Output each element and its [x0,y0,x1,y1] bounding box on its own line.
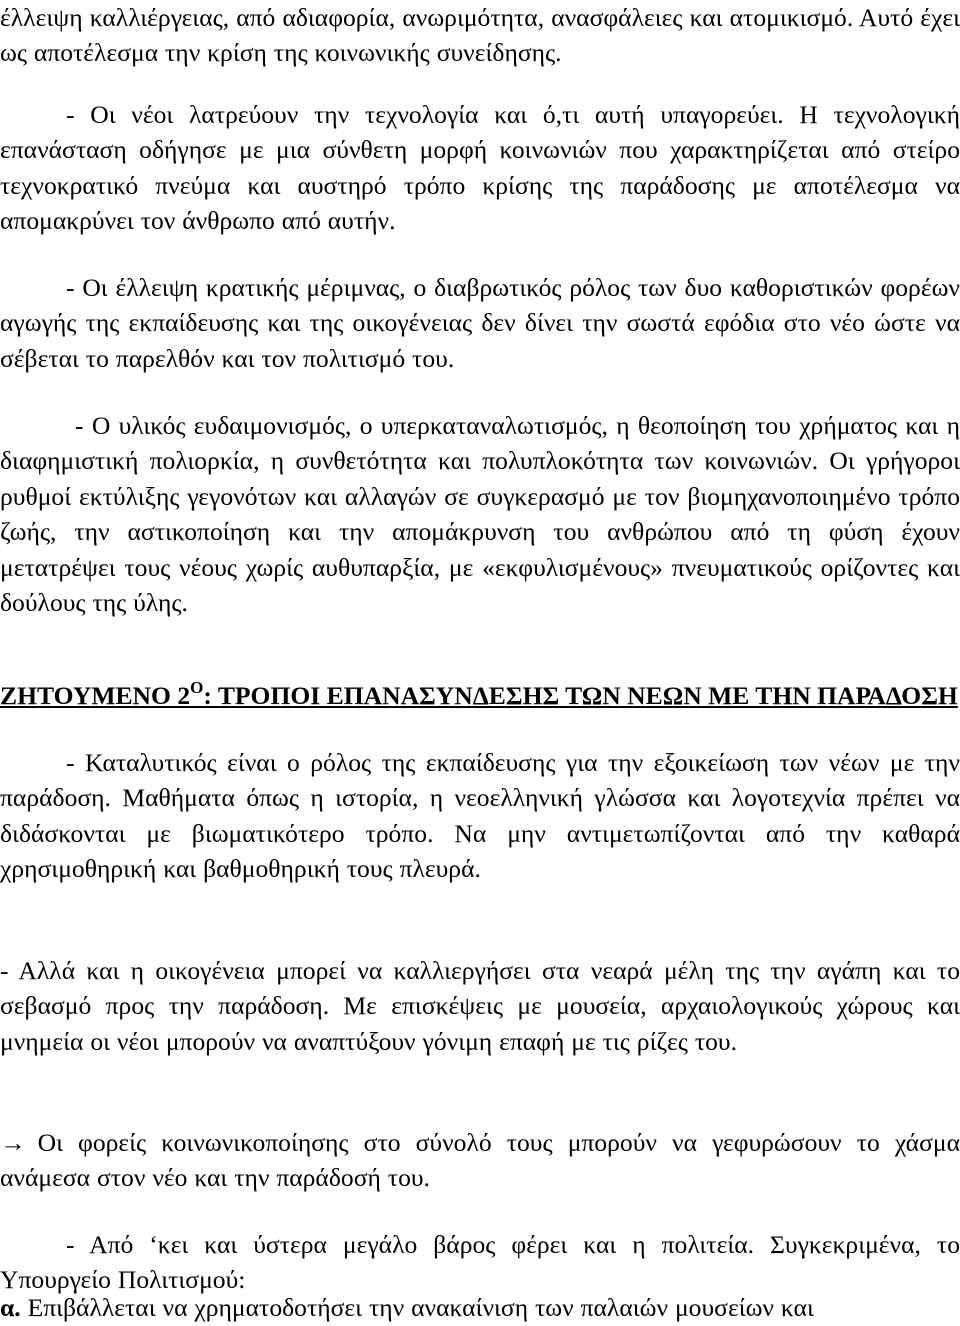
paragraph-socialization-text: Οι φορείς κοινωνικοποίησης στο σύνολό τους μπορούν να γεφυρώσουν το χάσμα ανάμεσα στον νέο και την παράδοσή του. [0,1128,960,1193]
heading-text-end: : ΤΡΟΠΟΙ ΕΠΑΝΑΣΥΝΔΕΣΗΣ ΤΩΝ ΝΕΩΝ ΜΕ ΤΗΝ ΠΑΡΑΔΟΣΗ [203,681,958,710]
paragraph-education: - Καταλυτικός είναι ο ρόλος της εκπαίδευσης για την εξοικείωση των νέων με την παράδοση. Μαθήματα όπως η ιστορία, η νεοελληνική γλώσσα και λογοτεχνία πρέπει να διδάσκονται με βιωματικότερο τρόπο. Να μην αντιμετωπίζονται από την καθαρά χρησιμοθηρική και βαθμοθηρική τους πλευρά. [0,748,960,884]
heading-text-start: ΖΗΤΟΥΜΕΝΟ 2 [0,681,191,710]
paragraph-state-care: - Οι έλλειψη κρατικής μέριμνας, ο διαβρωτικός ρόλος των δυο καθοριστικών φορέων αγωγής της εκπαίδευσης και της οικογένειας δεν δίνει την σωστά εφόδια στο νέο ώστε να σέβεται το παρελθόν και τον πολιτισμό του. [0,273,960,373]
section-heading [0,678,960,713]
arrow-right-icon: → [0,1128,26,1157]
paragraph-socialization [0,1125,960,1196]
paragraph-family: - Αλλά και η οικογένεια μπορεί να καλλιεργήσει στα νεαρά μέλη της την αγάπη και το σεβασμό προς την παράδοση. Με επισκέψεις με μουσεία, αρχαιολογικούς χώρους και μνημεία οι νέοι μπορούν να αναπτύξουν γόνιμη επαφή με τις ρίζες του. [0,956,960,1056]
list-item-alpha-text: Επιβάλλεται να χρηματοδοτήσει την ανακαίνιση των παλαιών μουσείων και [20,1293,814,1322]
heading-superscript: Ο [190,678,204,697]
paragraph-materialism: - Ο υλικός ευδαιμονισμός, ο υπερκαταναλωτισμός, η θεοποίηση του χρήματος και η διαφημιστική πολιορκία, η συνθετότητα και πολυπλοκότητα των κοινωνιών. Οι γρήγοροι ρυθμοί εκτύλιξης γεγονότων και αλλαγών σε συγκερασμό με τον βιομηχανοποιημένο τρόπο ζωής, την αστικοποίηση και την απομάκρυνση του ανθρώπου από τη φύση έχουν μετατρέψει τους νέους χωρίς αυθυπαρξία, με «εκφυλισμένους» πνευματικούς ορίζοντες και δούλους της ύλης. [0,411,960,618]
list-marker: α. [0,1293,21,1322]
list-item-alpha [0,1290,960,1325]
paragraph-continuation: έλλειψη καλλιέργειας, από αδιαφορία, ανωριμότητα, ανασφάλειες και ατομικισμό. Αυτό έχει ως αποτέλεσμα την κρίση της κοινωνικής συνείδησης. [0,3,960,68]
paragraph-technology: - Οι νέοι λατρεύουν την τεχνολογία και ό,τι αυτή υπαγορεύει. Η τεχνολογική επανάσταση οδήγησε με μια σύνθετη μορφή κοινωνιών που χαρακτηρίζεται από στείρο τεχνοκρατικό πνεύμα και αυστηρό τρόπο κρίσης της παράδοσης με αποτέλεσμα να απομακρύνει τον άνθρωπο από αυτήν. [0,100,960,236]
paragraph-state: - Από ‘κει και ύστερα μεγάλο βάρος φέρει και η πολιτεία. Συγκεκριμένα, το Υπουργείο Πολιτισμού: [0,1230,960,1295]
